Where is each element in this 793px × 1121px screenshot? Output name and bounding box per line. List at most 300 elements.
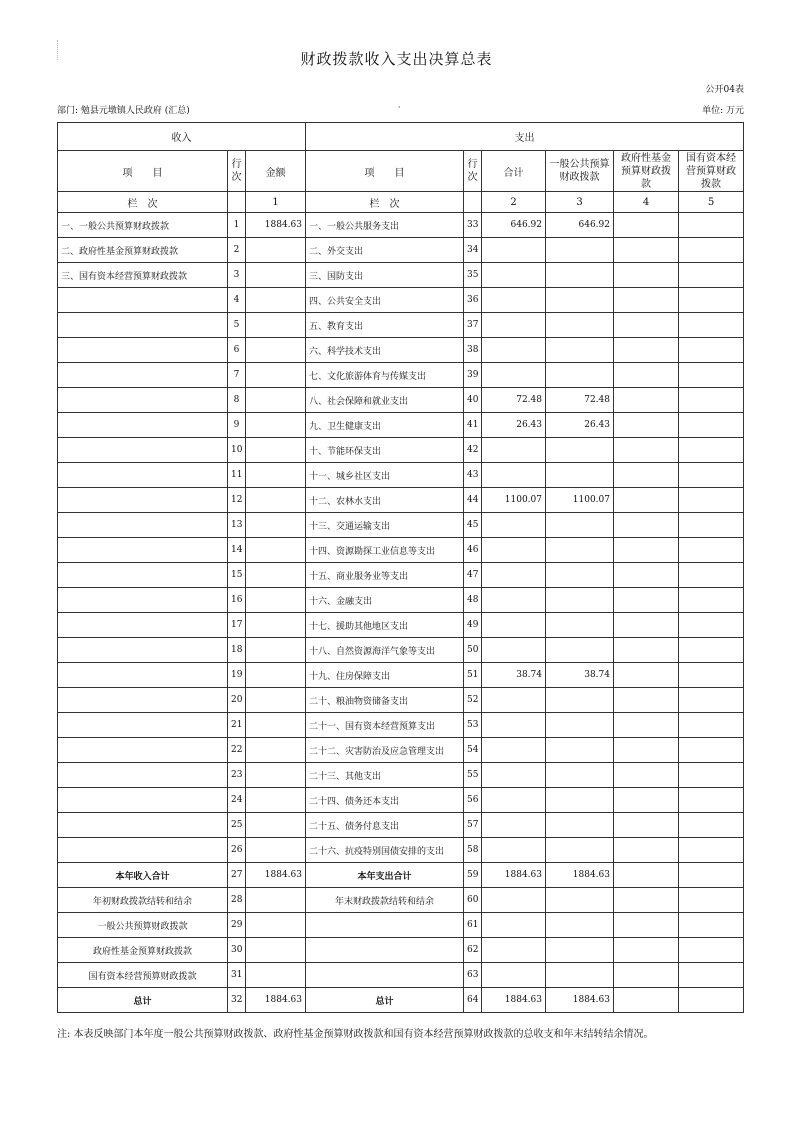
expense-row-no-cell: 62: [464, 938, 482, 963]
table-row: [58, 638, 744, 663]
summary-row: [58, 963, 744, 988]
state-capital-cell: [679, 613, 744, 638]
expense-total-cell: [482, 713, 546, 738]
general-budget-cell: [546, 313, 614, 338]
table-row: [58, 288, 744, 313]
income-row-no-cell: 13: [228, 513, 246, 538]
expense-total-cell: 1100.07: [482, 488, 546, 513]
income-row-no-cell: 1: [228, 213, 246, 238]
page-title: 财政拨款收入支出决算总表: [300, 50, 493, 68]
gov-fund-cell: [614, 213, 679, 238]
expense-row-no-cell: 52: [464, 688, 482, 713]
income-row-no-cell: 25: [228, 813, 246, 838]
table-row: [58, 788, 744, 813]
expense-item-cell: 二十二、灾害防治及应急管理支出: [306, 738, 464, 763]
table-row: [58, 513, 744, 538]
column-header-row: [58, 151, 744, 192]
state-capital-cell: [679, 938, 744, 963]
state-capital-cell: [679, 313, 744, 338]
expense-total-cell: [482, 913, 546, 938]
income-item-cell: [58, 313, 228, 338]
summary-row: [58, 888, 744, 913]
income-amount-cell: [246, 413, 306, 438]
table-row: [58, 538, 744, 563]
general-budget-cell: 38.74: [546, 663, 614, 688]
income-item-cell: 国有资本经营预算财政拨款: [58, 963, 228, 988]
gov-fund-header: 政府性基金预算财政拨款: [614, 151, 679, 192]
gov-fund-cell: [614, 588, 679, 613]
table-row: [58, 713, 744, 738]
state-capital-cell: [679, 688, 744, 713]
income-row-no-cell: 12: [228, 488, 246, 513]
general-budget-cell: [546, 438, 614, 463]
general-budget-cell: [546, 788, 614, 813]
general-budget-cell: [546, 763, 614, 788]
table-row: [58, 738, 744, 763]
state-capital-cell: [679, 238, 744, 263]
state-capital-cell: [679, 363, 744, 388]
expense-item-cell: 二十六、抗疫特别国债安排的支出: [306, 838, 464, 863]
income-amount-cell: [246, 938, 306, 963]
income-row-no-cell: 4: [228, 288, 246, 313]
gov-fund-cell: [614, 538, 679, 563]
expense-total-cell: [482, 613, 546, 638]
expense-total-cell: [482, 738, 546, 763]
expense-item-cell: 八、社会保障和就业支出: [306, 388, 464, 413]
form-number: 公开04表: [705, 85, 744, 95]
expense-lanci-label: 栏 次: [306, 192, 464, 213]
income-amount-cell: [246, 913, 306, 938]
expense-total-cell: [482, 813, 546, 838]
expense-row-no-cell: 39: [464, 363, 482, 388]
table-row: [58, 488, 744, 513]
general-budget-cell: [546, 588, 614, 613]
expense-total-cell: [482, 513, 546, 538]
expense-row-no-cell: 45: [464, 513, 482, 538]
income-item-cell: [58, 463, 228, 488]
general-budget-cell: 26.43: [546, 413, 614, 438]
expense-row-no-cell: 58: [464, 838, 482, 863]
gov-fund-cell: [614, 763, 679, 788]
income-amount-cell: [246, 713, 306, 738]
expense-total-cell: [482, 463, 546, 488]
income-amount-cell: [246, 763, 306, 788]
section-header-row: [58, 123, 744, 151]
expense-row-no-cell: 50: [464, 638, 482, 663]
expense-item-cell: [306, 913, 464, 938]
expense-item-cell: [306, 938, 464, 963]
state-capital-cell: [679, 513, 744, 538]
income-amount-cell: [246, 838, 306, 863]
gov-fund-cell: [614, 488, 679, 513]
col-index-2: 2: [482, 192, 546, 213]
income-row-no-cell: 15: [228, 563, 246, 588]
empty-cell: [228, 192, 246, 213]
expense-total-cell: 38.74: [482, 663, 546, 688]
general-budget-cell: 1884.63: [546, 863, 614, 888]
expense-total-cell: [482, 838, 546, 863]
income-amount-header: 金额: [246, 151, 306, 192]
table-row: [58, 588, 744, 613]
income-row-no-cell: 5: [228, 313, 246, 338]
expense-total-cell: [482, 788, 546, 813]
expense-total-cell: 1884.63: [482, 863, 546, 888]
expense-row-no-cell: 38: [464, 338, 482, 363]
expense-total-cell: [482, 963, 546, 988]
general-budget-cell: [546, 613, 614, 638]
income-item-cell: [58, 563, 228, 588]
expense-row-no-cell: 56: [464, 788, 482, 813]
state-capital-cell: [679, 213, 744, 238]
income-row-no-header: 行次: [228, 151, 246, 192]
income-item-cell: 三、国有资本经营预算财政拨款: [58, 263, 228, 288]
expense-item-cell: [306, 963, 464, 988]
general-budget-cell: [546, 888, 614, 913]
state-capital-cell: [679, 763, 744, 788]
income-item-cell: [58, 788, 228, 813]
expense-item-cell: 十五、商业服务业等支出: [306, 563, 464, 588]
income-row-no-cell: 27: [228, 863, 246, 888]
state-capital-cell: [679, 713, 744, 738]
expense-row-no-cell: 61: [464, 913, 482, 938]
gov-fund-cell: [614, 738, 679, 763]
income-row-no-cell: 19: [228, 663, 246, 688]
income-amount-cell: [246, 338, 306, 363]
stray-dot: ·: [398, 103, 401, 112]
gov-fund-cell: [614, 988, 679, 1013]
expense-row-no-cell: 44: [464, 488, 482, 513]
footnote: 注: 本表反映部门本年度一般公共预算财政拨款、政府性基金预算财政拨款和国有资本经营预算财政拨款的总收支和年末结转结余情况。: [57, 1029, 654, 1040]
gov-fund-cell: [614, 963, 679, 988]
expense-row-no-cell: 49: [464, 613, 482, 638]
table-row: [58, 763, 744, 788]
expense-item-cell: 十四、资源勘探工业信息等支出: [306, 538, 464, 563]
expense-row-no-cell: 34: [464, 238, 482, 263]
table-row: [58, 663, 744, 688]
expense-total-cell: [482, 563, 546, 588]
expense-item-cell: 二十五、债务付息支出: [306, 813, 464, 838]
expense-item-cell: 九、卫生健康支出: [306, 413, 464, 438]
summary-row: [58, 863, 744, 888]
expense-item-cell: 本年支出合计: [306, 863, 464, 888]
expense-row-no-cell: 54: [464, 738, 482, 763]
expense-item-cell: 三、国防支出: [306, 263, 464, 288]
expense-row-no-cell: 36: [464, 288, 482, 313]
income-item-header: 项 目: [58, 151, 228, 192]
gov-fund-cell: [614, 863, 679, 888]
expense-item-cell: 二十一、国有资本经营预算支出: [306, 713, 464, 738]
expense-item-cell: 年末财政拨款结转和结余: [306, 888, 464, 913]
income-row-no-cell: 30: [228, 938, 246, 963]
expense-item-cell: 十七、援助其他地区支出: [306, 613, 464, 638]
expense-row-no-cell: 43: [464, 463, 482, 488]
income-amount-cell: [246, 588, 306, 613]
income-amount-cell: [246, 438, 306, 463]
expense-total-cell: [482, 363, 546, 388]
expense-row-no-cell: 53: [464, 713, 482, 738]
income-item-cell: 一、一般公共预算财政拨款: [58, 213, 228, 238]
expense-item-cell: 十九、住房保障支出: [306, 663, 464, 688]
expense-item-cell: 十八、自然资源海洋气象等支出: [306, 638, 464, 663]
expense-total-cell: [482, 338, 546, 363]
income-item-cell: 政府性基金预算财政拨款: [58, 938, 228, 963]
expense-row-no-cell: 57: [464, 813, 482, 838]
expense-item-cell: 十二、农林水支出: [306, 488, 464, 513]
state-capital-cell: [679, 288, 744, 313]
general-budget-cell: [546, 513, 614, 538]
income-row-no-cell: 16: [228, 588, 246, 613]
income-item-cell: [58, 388, 228, 413]
expense-item-cell: 十六、金融支出: [306, 588, 464, 613]
table-row: [58, 688, 744, 713]
table-row: [58, 363, 744, 388]
income-item-cell: [58, 588, 228, 613]
income-row-no-cell: 26: [228, 838, 246, 863]
gov-fund-cell: [614, 713, 679, 738]
gov-fund-cell: [614, 338, 679, 363]
income-row-no-cell: 32: [228, 988, 246, 1013]
expense-item-cell: 二十、粮油物资储备支出: [306, 688, 464, 713]
expense-item-cell: 十三、交通运输支出: [306, 513, 464, 538]
table-row: [58, 388, 744, 413]
general-budget-cell: [546, 738, 614, 763]
general-budget-cell: [546, 563, 614, 588]
expense-item-cell: 六、科学技术支出: [306, 338, 464, 363]
state-capital-cell: [679, 863, 744, 888]
general-budget-cell: [546, 263, 614, 288]
table-row: [58, 613, 744, 638]
gov-fund-cell: [614, 838, 679, 863]
state-capital-cell: [679, 813, 744, 838]
general-budget-cell: [546, 688, 614, 713]
gov-fund-cell: [614, 438, 679, 463]
income-row-no-cell: 22: [228, 738, 246, 763]
income-amount-cell: [246, 388, 306, 413]
expense-item-cell: 五、教育支出: [306, 313, 464, 338]
general-budget-cell: 72.48: [546, 388, 614, 413]
income-row-no-cell: 23: [228, 763, 246, 788]
income-amount-cell: [246, 888, 306, 913]
general-budget-cell: [546, 338, 614, 363]
income-item-cell: [58, 713, 228, 738]
income-amount-cell: [246, 313, 306, 338]
gov-fund-cell: [614, 938, 679, 963]
table-row: [58, 813, 744, 838]
income-item-cell: [58, 838, 228, 863]
income-row-no-cell: 24: [228, 788, 246, 813]
expense-row-no-cell: 41: [464, 413, 482, 438]
general-budget-cell: [546, 638, 614, 663]
income-row-no-cell: 11: [228, 463, 246, 488]
income-amount-cell: [246, 488, 306, 513]
expense-row-no-cell: 35: [464, 263, 482, 288]
expense-row-no-cell: 48: [464, 588, 482, 613]
income-lanci-label: 栏 次: [58, 192, 228, 213]
income-item-cell: [58, 663, 228, 688]
income-amount-cell: [246, 663, 306, 688]
table-row: [58, 313, 744, 338]
expense-row-no-cell: 59: [464, 863, 482, 888]
gov-fund-cell: [614, 388, 679, 413]
col-index-4: 4: [614, 192, 679, 213]
general-budget-cell: [546, 238, 614, 263]
income-amount-cell: [246, 738, 306, 763]
expense-row-no-cell: 37: [464, 313, 482, 338]
income-row-no-cell: 2: [228, 238, 246, 263]
expense-total-cell: [482, 888, 546, 913]
state-capital-cell: [679, 663, 744, 688]
gov-fund-cell: [614, 263, 679, 288]
gov-fund-cell: [614, 688, 679, 713]
income-amount-cell: [246, 613, 306, 638]
department-label: 部门: 勉县元墩镇人民政府 (汇总): [57, 106, 190, 116]
income-row-no-cell: 7: [228, 363, 246, 388]
general-budget-cell: 1884.63: [546, 988, 614, 1013]
income-item-cell: [58, 538, 228, 563]
income-item-cell: [58, 363, 228, 388]
expense-row-no-cell: 33: [464, 213, 482, 238]
income-item-cell: [58, 413, 228, 438]
income-amount-cell: [246, 363, 306, 388]
expense-item-header: 项 目: [306, 151, 464, 192]
state-capital-cell: [679, 638, 744, 663]
expense-row-no-cell: 42: [464, 438, 482, 463]
table-row: [58, 563, 744, 588]
expense-section-header: 支出: [306, 123, 744, 151]
income-amount-cell: [246, 263, 306, 288]
table-row: [58, 838, 744, 863]
gov-fund-cell: [614, 913, 679, 938]
gov-fund-cell: [614, 663, 679, 688]
gov-fund-cell: [614, 563, 679, 588]
table-row: [58, 213, 744, 238]
expense-item-cell: 二十三、其他支出: [306, 763, 464, 788]
summary-row: [58, 913, 744, 938]
expense-item-cell: 十、节能环保支出: [306, 438, 464, 463]
table-row: [58, 338, 744, 363]
general-budget-cell: 646.92: [546, 213, 614, 238]
income-row-no-cell: 20: [228, 688, 246, 713]
expense-total-cell: 646.92: [482, 213, 546, 238]
expense-item-cell: 七、文化旅游体育与传媒支出: [306, 363, 464, 388]
gov-fund-cell: [614, 313, 679, 338]
gov-fund-cell: [614, 363, 679, 388]
expense-row-no-cell: 64: [464, 988, 482, 1013]
state-capital-cell: [679, 838, 744, 863]
income-amount-cell: [246, 513, 306, 538]
income-section-header: 收入: [58, 123, 306, 151]
expense-total-cell: [482, 538, 546, 563]
table-row: [58, 413, 744, 438]
income-item-cell: [58, 513, 228, 538]
gov-fund-cell: [614, 463, 679, 488]
general-budget-cell: [546, 713, 614, 738]
expense-row-no-cell: 46: [464, 538, 482, 563]
state-capital-cell: [679, 788, 744, 813]
table-row: [58, 438, 744, 463]
income-amount-cell: 1884.63: [246, 213, 306, 238]
income-row-no-cell: 8: [228, 388, 246, 413]
expense-total-header: 合计: [482, 151, 546, 192]
state-capital-header: 国有资本经营预算财政拨款: [679, 151, 744, 192]
income-item-cell: 总计: [58, 988, 228, 1013]
state-capital-cell: [679, 588, 744, 613]
table-row: [58, 463, 744, 488]
general-budget-cell: 1100.07: [546, 488, 614, 513]
empty-cell: [464, 192, 482, 213]
expense-row-no-cell: 40: [464, 388, 482, 413]
expense-row-no-cell: 51: [464, 663, 482, 688]
income-row-no-cell: 31: [228, 963, 246, 988]
gov-fund-cell: [614, 788, 679, 813]
gov-fund-cell: [614, 288, 679, 313]
income-item-cell: [58, 488, 228, 513]
general-budget-cell: [546, 963, 614, 988]
col-index-1: 1: [246, 192, 306, 213]
state-capital-cell: [679, 438, 744, 463]
expense-item-cell: 一、一般公共服务支出: [306, 213, 464, 238]
income-row-no-cell: 3: [228, 263, 246, 288]
table-row: [58, 238, 744, 263]
general-budget-cell: [546, 813, 614, 838]
income-row-no-cell: 21: [228, 713, 246, 738]
expense-row-no-cell: 63: [464, 963, 482, 988]
col-index-5: 5: [679, 192, 744, 213]
income-item-cell: 本年收入合计: [58, 863, 228, 888]
gov-fund-cell: [614, 238, 679, 263]
income-row-no-cell: 17: [228, 613, 246, 638]
state-capital-cell: [679, 988, 744, 1013]
income-row-no-cell: 14: [228, 538, 246, 563]
expense-row-no-cell: 55: [464, 763, 482, 788]
income-amount-cell: [246, 638, 306, 663]
income-item-cell: 年初财政拨款结转和结余: [58, 888, 228, 913]
expense-item-cell: 四、公共安全支出: [306, 288, 464, 313]
income-item-cell: 二、政府性基金预算财政拨款: [58, 238, 228, 263]
income-item-cell: [58, 638, 228, 663]
expense-total-cell: [482, 238, 546, 263]
income-item-cell: 一般公共预算财政拨款: [58, 913, 228, 938]
col-index-3: 3: [546, 192, 614, 213]
income-row-no-cell: 28: [228, 888, 246, 913]
state-capital-cell: [679, 413, 744, 438]
state-capital-cell: [679, 563, 744, 588]
general-budget-header: 一般公共预算财政拨款: [546, 151, 614, 192]
state-capital-cell: [679, 463, 744, 488]
expense-total-cell: [482, 763, 546, 788]
expense-total-cell: 72.48: [482, 388, 546, 413]
income-row-no-cell: 6: [228, 338, 246, 363]
income-amount-cell: [246, 788, 306, 813]
state-capital-cell: [679, 738, 744, 763]
general-budget-cell: [546, 363, 614, 388]
state-capital-cell: [679, 913, 744, 938]
expense-total-cell: [482, 438, 546, 463]
expense-item-cell: 十一、城乡社区支出: [306, 463, 464, 488]
gov-fund-cell: [614, 888, 679, 913]
general-budget-cell: [546, 838, 614, 863]
income-row-no-cell: 10: [228, 438, 246, 463]
state-capital-cell: [679, 388, 744, 413]
income-item-cell: [58, 813, 228, 838]
column-index-row: [58, 192, 744, 213]
expense-row-no-cell: 47: [464, 563, 482, 588]
table-row: [58, 263, 744, 288]
income-item-cell: [58, 738, 228, 763]
income-amount-cell: 1884.63: [246, 863, 306, 888]
income-item-cell: [58, 338, 228, 363]
income-item-cell: [58, 688, 228, 713]
